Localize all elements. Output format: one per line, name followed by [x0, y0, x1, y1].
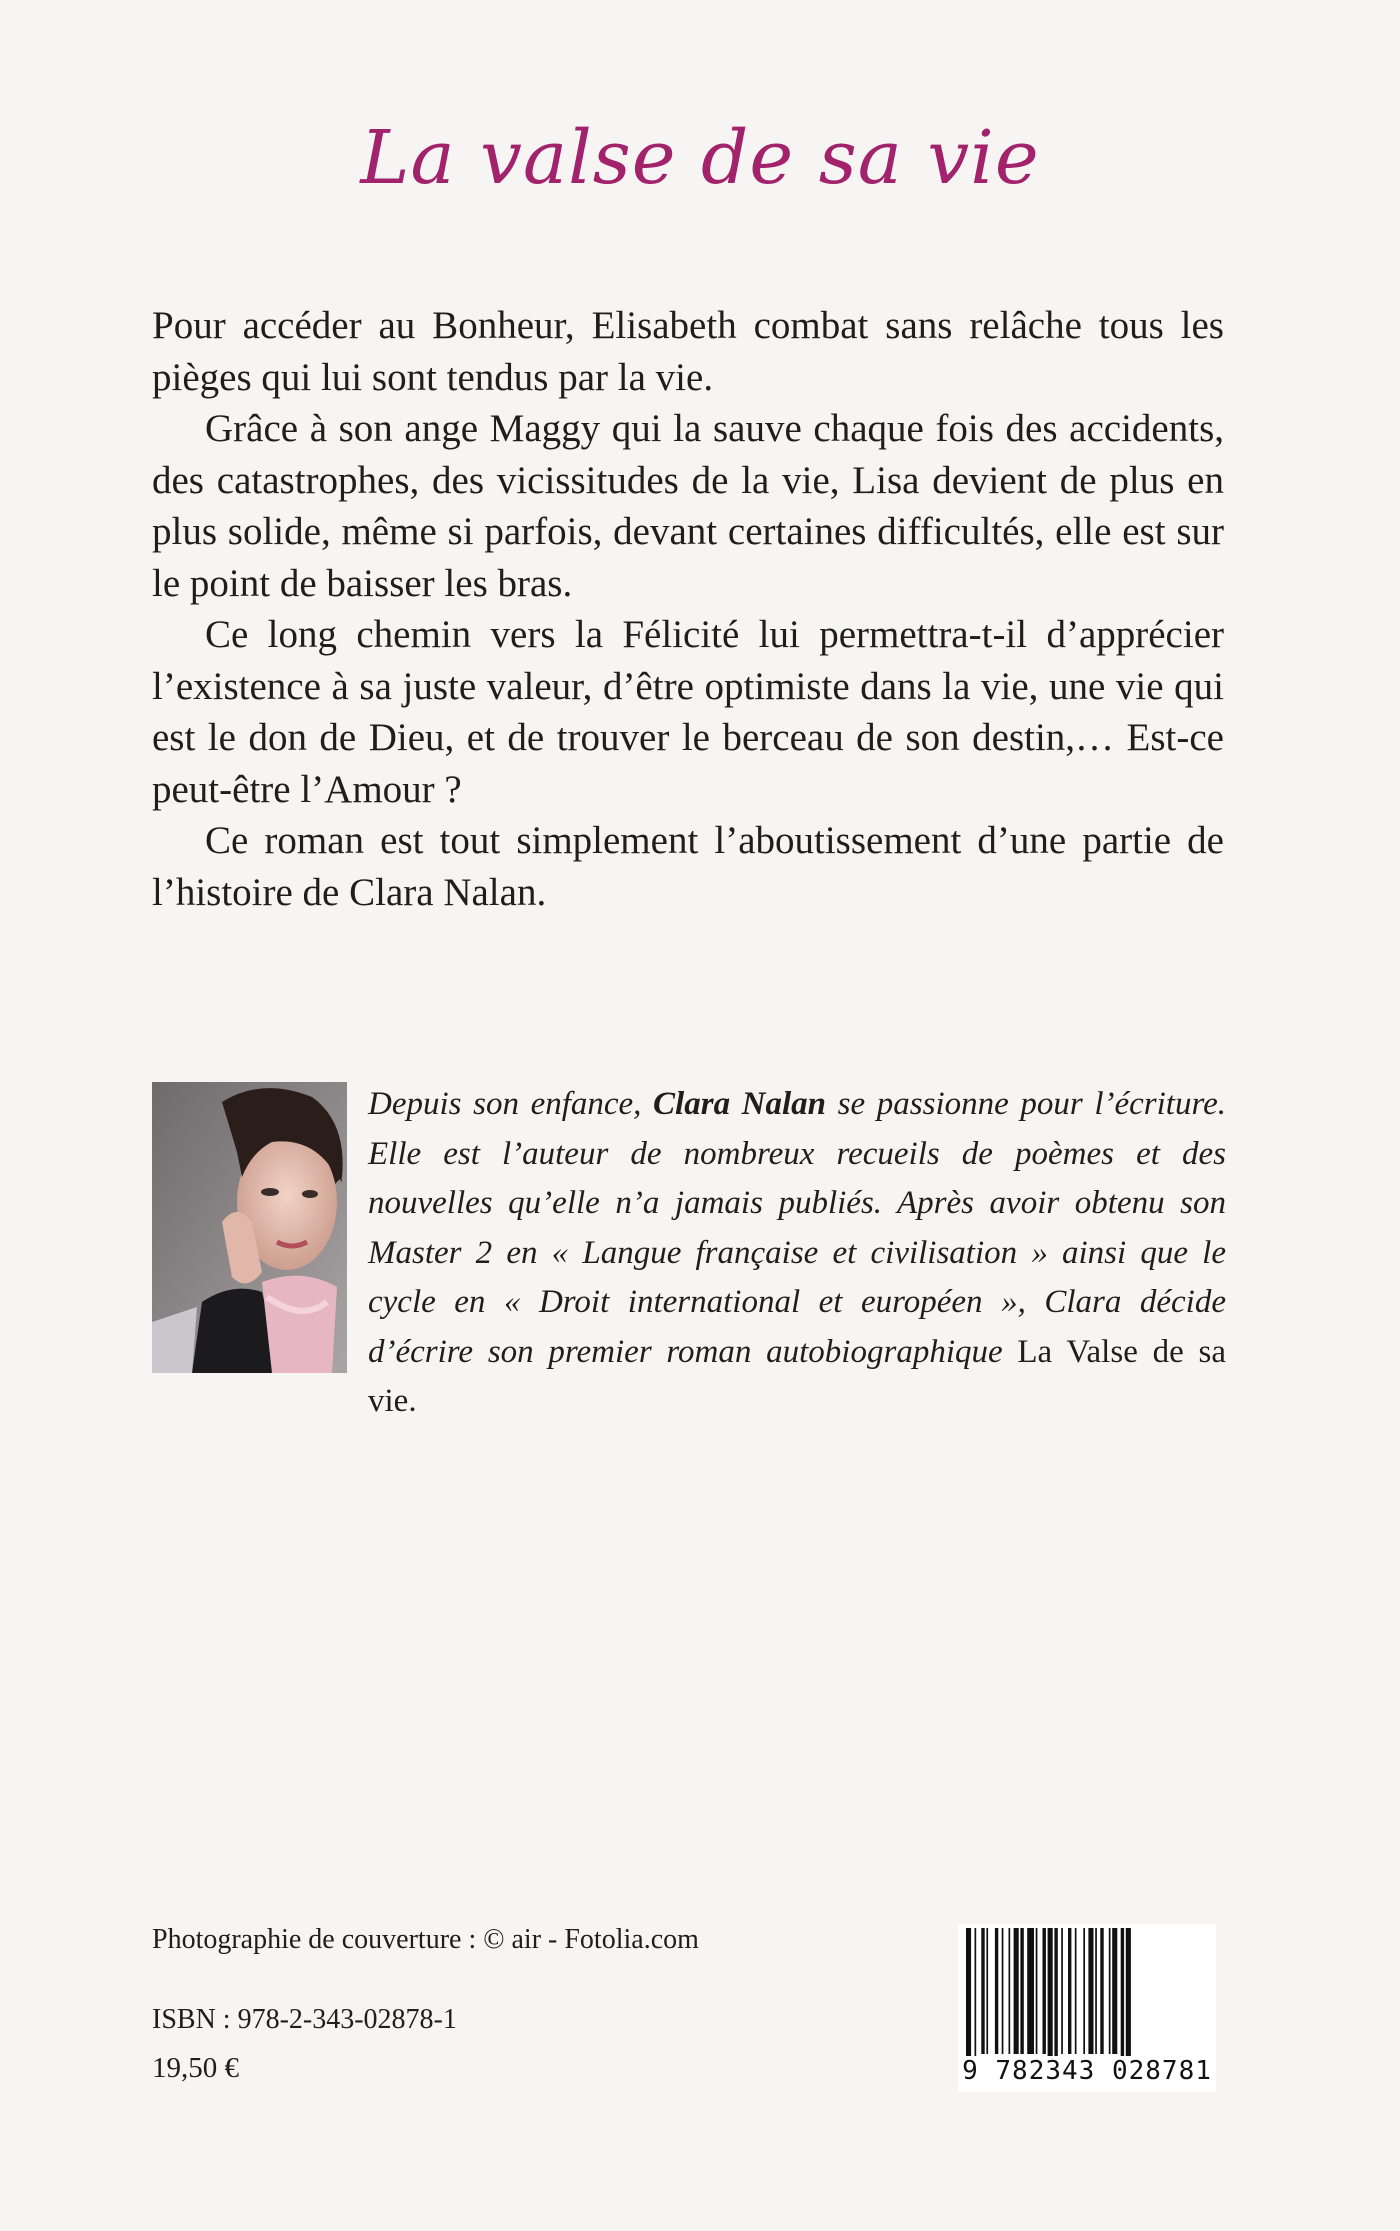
back-cover-blurb [152, 300, 1224, 918]
barcode-bar [1100, 1928, 1103, 2054]
barcode-bar [1014, 1928, 1019, 2054]
barcode-bar [981, 1928, 984, 2054]
barcode-bar [1112, 1928, 1117, 2054]
barcode-bar [966, 1928, 971, 2064]
blurb-paragraph: Grâce à son ange Maggy qui la sauve chaque fois des accidents, des catastrophes, des vicissitudes de la vie, Lisa devient de plus en plus solide, même si parfois, devant certaines difficultés, elle est sur le point de baisser les bras. [152, 407, 1224, 605]
author-bio [368, 1080, 1226, 1427]
barcode-bar [1043, 1928, 1046, 2054]
barcode-bar [1054, 1928, 1057, 2064]
barcode-bar [1009, 1928, 1011, 2054]
bio-body: se passionne pour l’écriture. Elle est l’auteur de nombreux recueils de poèmes et des nouvelles qu’elle n’a jamais publiés. Après avoir obtenu son Master 2 en « Langue française et civilisation » ainsi que le cycle en « Droit international et européen », Clara décide d’écrire son premier roman autobiographique [368, 1086, 1226, 1370]
blurb-paragraph: Ce long chemin vers la Félicité lui permettra-t-il d’apprécier l’existence à sa juste valeur, d’être optimiste dans la vie, une vie qui est le don de Dieu, et de trouver le berceau de son destin,… Est-ce peut-être l’Amour ? [152, 613, 1224, 811]
barcode-bar [1027, 1928, 1034, 2054]
author-name: Clara Nalan [653, 1086, 827, 1122]
barcode-bar [1126, 1928, 1131, 2064]
barcode-bar [995, 1928, 998, 2054]
barcode-bar [1002, 1928, 1004, 2054]
book-title: La valse de sa vie [360, 115, 1040, 201]
price: 19,50 € [152, 2052, 239, 2084]
bio-intro: Depuis son enfance, [368, 1086, 654, 1122]
bio-book-title: La Valse de sa vie. [368, 1333, 1226, 1419]
barcode-bar [1095, 1928, 1097, 2054]
barcode-bar [1068, 1928, 1071, 2054]
barcode-bar [1121, 1928, 1124, 2064]
barcode-bar [1109, 1928, 1111, 2054]
barcode [958, 1924, 1216, 2092]
barcode-bar [1083, 1928, 1085, 2054]
barcode-bar [1088, 1928, 1093, 2054]
barcode-bar [1020, 1928, 1023, 2054]
barcode-number: 9 782343 028781 [958, 2056, 1216, 2086]
barcode-bar [1075, 1928, 1077, 2054]
barcode-bar [1036, 1928, 1038, 2054]
blurb-paragraph: Ce roman est tout simplement l’aboutissement d’une partie de l’histoire de Clara Nalan. [152, 819, 1224, 914]
blurb-paragraph: Pour accéder au Bonheur, Elisabeth combat sans relâche tous les pièges qui lui sont tendus par la vie. [152, 304, 1224, 399]
barcode-bar [986, 1928, 988, 2054]
barcode-bar [975, 1928, 977, 2064]
author-photo [152, 1082, 347, 1373]
photo-credit: Photographie de couverture : © air - Fotolia.com [152, 1924, 699, 1955]
isbn: ISBN : 978-2-343-02878-1 [152, 2004, 457, 2035]
barcode-bar [1048, 1928, 1053, 2064]
barcode-bar [1061, 1928, 1063, 2054]
